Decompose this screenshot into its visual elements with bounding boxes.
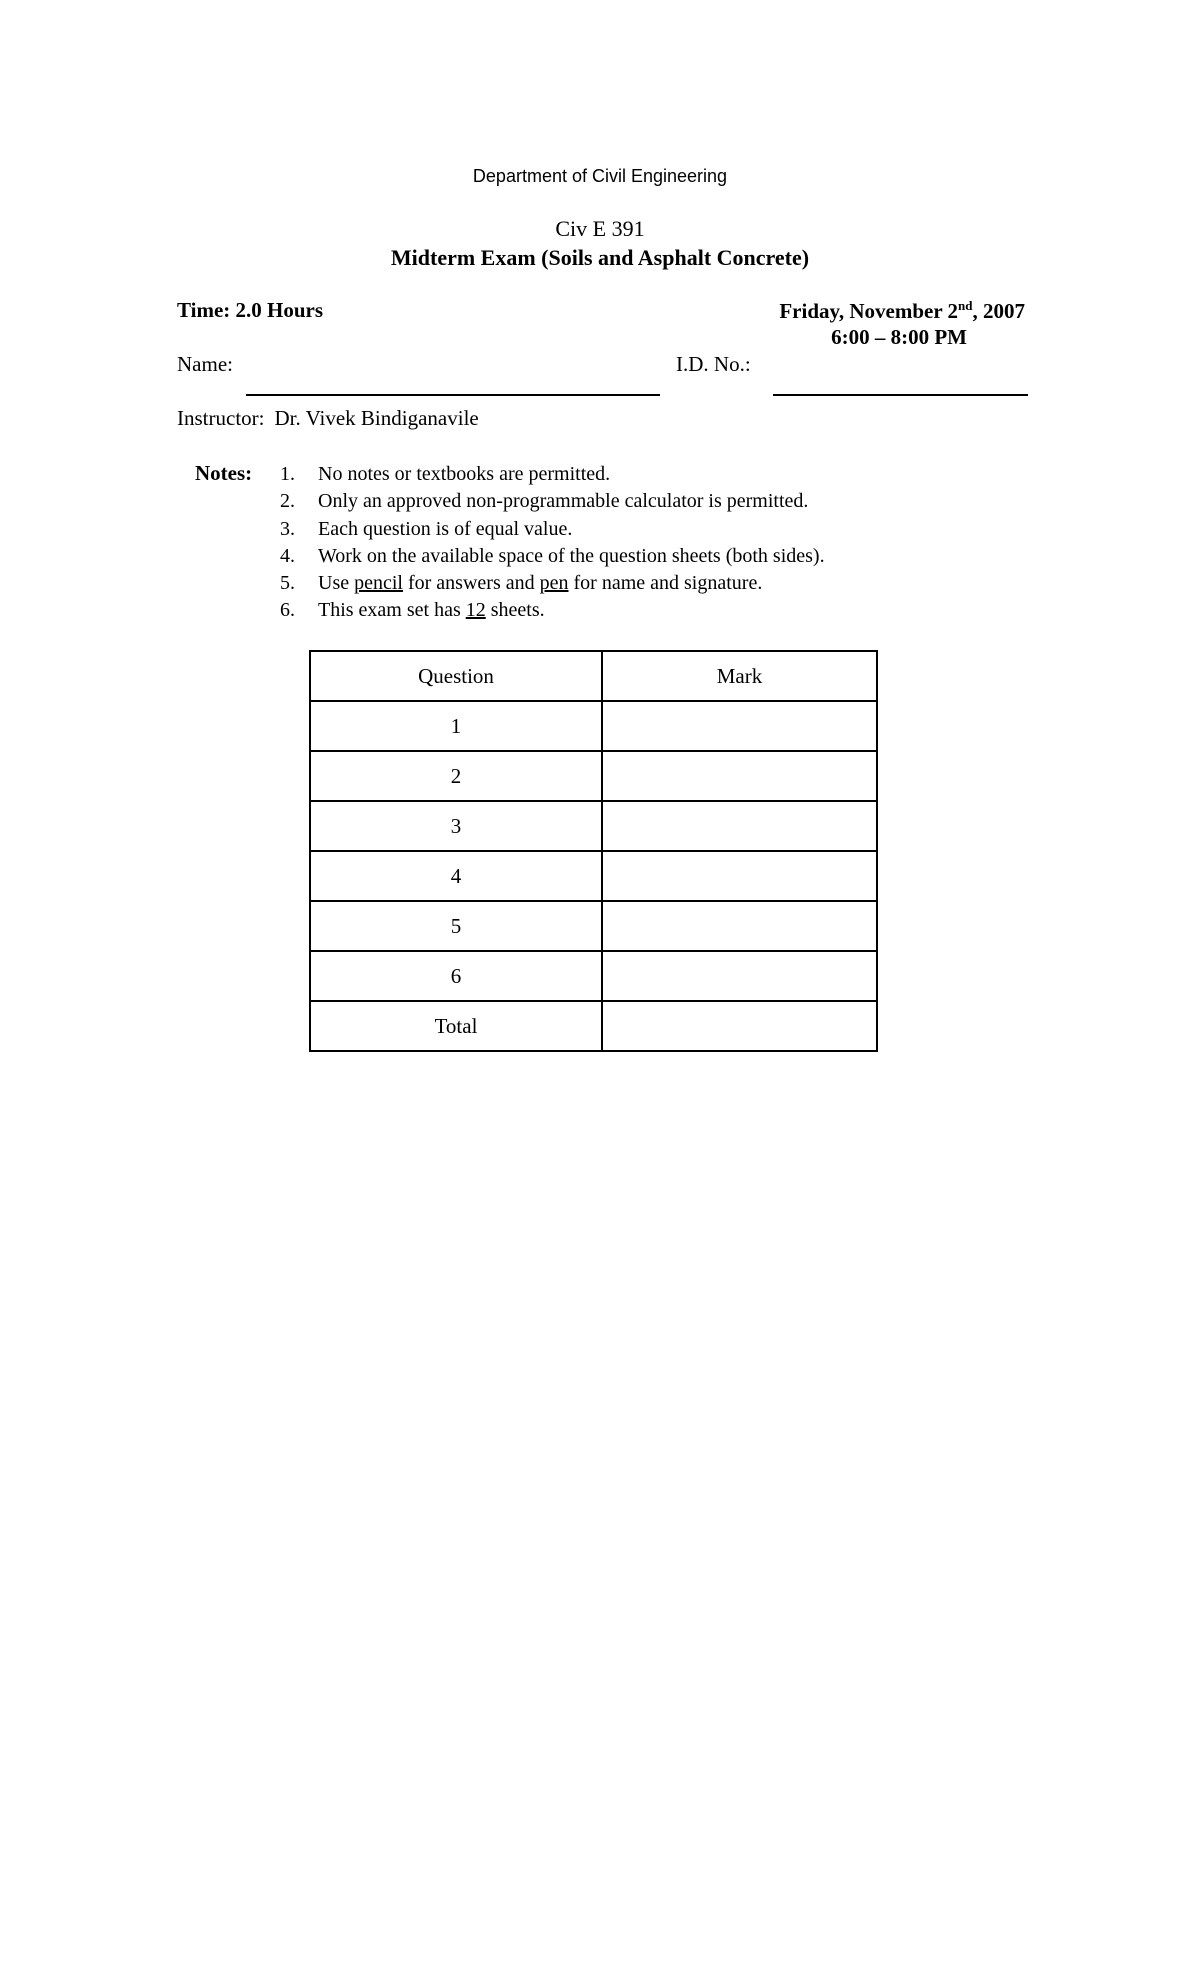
- exam-hours: 6:00 – 8:00 PM: [831, 325, 967, 349]
- exam-date: Friday, November 2nd, 2007: [779, 298, 1025, 323]
- note-item: 2. Only an approved non-programmable calculator is permitted.: [280, 490, 809, 513]
- table-row: [310, 951, 877, 1001]
- table-row: [310, 701, 877, 751]
- note-item: 6. This exam set has 12 sheets.: [280, 599, 545, 622]
- question-cell: 6: [310, 951, 602, 1001]
- instructor-label: Instructor:: [177, 406, 265, 430]
- mark-cell: [602, 901, 877, 951]
- table-row: [310, 851, 877, 901]
- question-cell: 4: [310, 851, 602, 901]
- total-cell: Total: [310, 1001, 602, 1051]
- name-label: Name:: [177, 352, 233, 376]
- instructor-line: [177, 406, 479, 431]
- course-code: Civ E 391: [555, 216, 645, 241]
- mark-cell: [602, 751, 877, 801]
- table-row: [310, 751, 877, 801]
- question-column-header: Question: [310, 651, 602, 701]
- exam-duration: Time: 2.0 Hours: [177, 298, 324, 322]
- note-item: 1. No notes or textbooks are permitted.: [280, 463, 611, 485]
- instructor-name: Dr. Vivek Bindiganavile: [274, 406, 479, 430]
- question-cell: 5: [310, 901, 602, 951]
- mark-cell: [602, 801, 877, 851]
- table-header-row: [310, 651, 877, 701]
- notes-list: [280, 461, 825, 625]
- id-field-line: [773, 394, 1028, 396]
- question-cell: 1: [310, 701, 602, 751]
- table-row: [310, 801, 877, 851]
- name-field-line: [246, 394, 660, 396]
- note-item: 3. Each question is of equal value.: [280, 517, 573, 540]
- note-item: 5. Use pencil for answers and pen for name and signature.: [280, 572, 763, 595]
- notes-label: Notes:: [195, 461, 253, 485]
- table-row: [310, 1001, 877, 1051]
- question-cell: 3: [310, 801, 602, 851]
- mark-cell: [602, 951, 877, 1001]
- mark-column-header: Mark: [602, 651, 877, 701]
- exam-title: Midterm Exam (Soils and Asphalt Concrete): [390, 245, 810, 270]
- mark-cell: [602, 701, 877, 751]
- department-heading: Department of Civil Engineering: [472, 166, 728, 186]
- note-item: 4. Work on the available space of the question sheets (both sides).: [280, 544, 825, 567]
- marks-table: [309, 650, 878, 1052]
- mark-cell: [602, 851, 877, 901]
- id-label: I.D. No.:: [676, 352, 751, 376]
- mark-cell: [602, 1001, 877, 1051]
- table-row: [310, 901, 877, 951]
- question-cell: 2: [310, 751, 602, 801]
